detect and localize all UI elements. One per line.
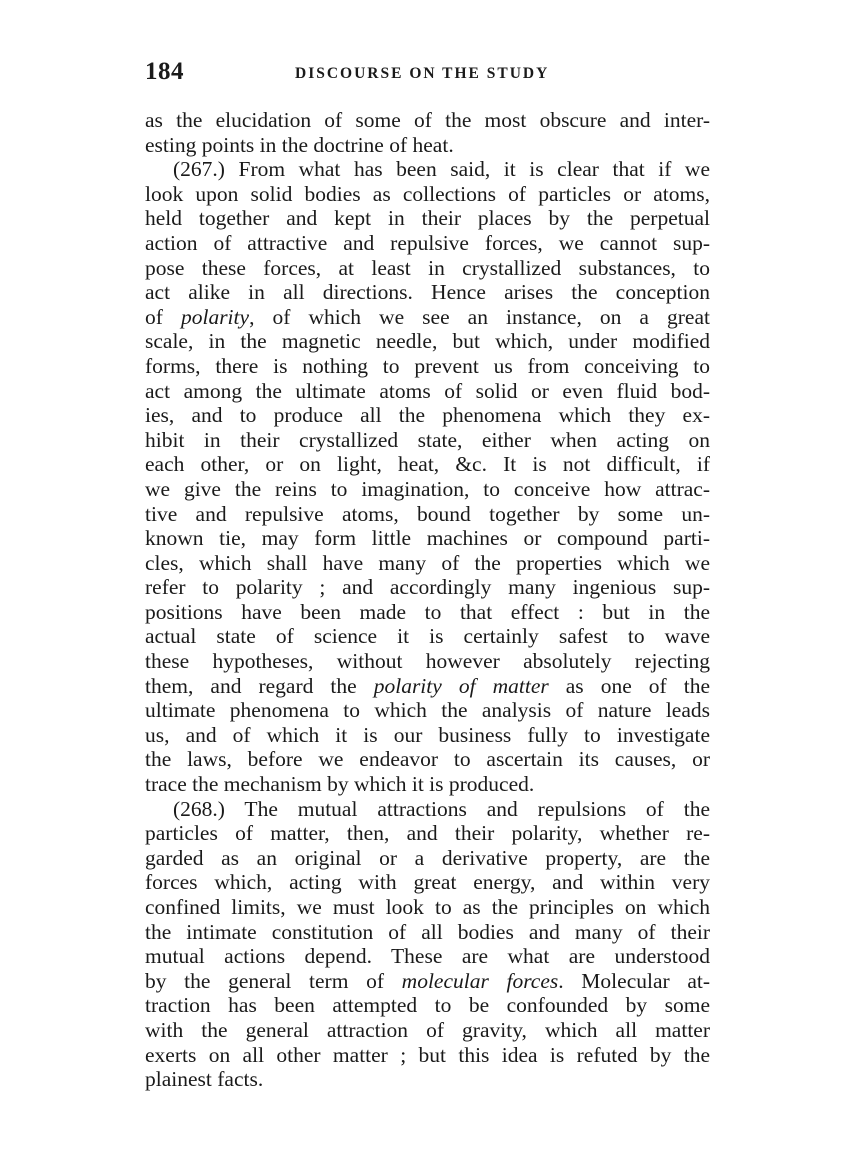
text-line: exerts on all other matter ; but this idea is refuted by the	[145, 1042, 710, 1067]
text-line: action of attractive and repulsive forces, we cannot sup-	[145, 230, 710, 255]
text-line: plainest facts.	[145, 1067, 264, 1092]
text-line: we give the reins to imagination, to conceive how attrac-	[145, 476, 710, 501]
text-line: us, and of which it is our business fully to investigate	[145, 722, 710, 747]
text-line: hibit in their crystallized state, either when acting on	[145, 427, 710, 452]
text-line: ultimate phenomena to which the analysis of nature leads	[145, 698, 710, 723]
text-line: act among the ultimate atoms of solid or even fluid bod-	[145, 378, 710, 403]
text-line: known tie, may form little machines or compound parti-	[145, 526, 710, 551]
text-line: act alike in all directions. Hence arises the conception	[145, 280, 710, 305]
text-line: (268.) The mutual attractions and repulsions of the	[173, 796, 710, 821]
text-line: traction has been attempted to be confounded by some	[145, 993, 710, 1018]
text-line: as the elucidation of some of the most obscure and inter-	[145, 108, 710, 132]
text-line: by the general term of molecular forces. Molecular at-	[145, 968, 710, 993]
text-line: ies, and to produce all the phenomena which they ex-	[145, 403, 710, 428]
text-line: confined limits, we must look to as the principles on which	[145, 895, 710, 919]
text-line: them, and regard the polarity of matter as one of the	[145, 673, 710, 698]
text-line: trace the mechanism by which it is produced.	[145, 772, 535, 797]
text-line: the laws, before we endeavor to ascertain its causes, or	[145, 747, 710, 772]
body-text	[145, 108, 710, 1092]
text-line: each other, or on light, heat, &c. It is not difficult, if	[145, 452, 710, 477]
text-line: refer to polarity ; and accordingly many ingenious sup-	[145, 575, 710, 600]
text-line: particles of matter, then, and their polarity, whether re-	[145, 821, 710, 846]
text-line: forces which, acting with great energy, and within very	[145, 870, 710, 895]
text-line: scale, in the magnetic needle, but which, under modified	[145, 329, 710, 354]
text-line: held together and kept in their places by the perpetual	[145, 206, 710, 231]
text-line: garded as an original or a derivative property, are the	[145, 845, 710, 870]
page-number: 184	[145, 58, 184, 85]
text-line: tive and repulsive atoms, bound together by some un-	[145, 501, 710, 526]
italic-term: molecular forces	[401, 968, 559, 993]
text-line: mutual actions depend. These are what are understood	[145, 944, 710, 969]
text-line: with the general attraction of gravity, which all matter	[145, 1017, 710, 1042]
text-line: pose these forces, at least in crystallized substances, to	[145, 255, 710, 280]
text-line: cles, which shall have many of the properties which we	[145, 550, 710, 575]
text-line: of polarity, of which we see an instance, on a great	[145, 304, 710, 329]
text-line: look upon solid bodies as collections of particles or atoms,	[145, 181, 710, 206]
running-title: DISCOURSE ON THE STUDY	[295, 65, 550, 82]
running-head	[145, 58, 710, 88]
italic-term: polarity	[180, 304, 250, 329]
text-line: forms, there is nothing to prevent us from conceiving to	[145, 353, 710, 378]
text-line: the intimate constitution of all bodies and many of their	[145, 919, 710, 944]
italic-term: polarity of matter	[373, 673, 549, 698]
text-line: actual state of science it is certainly safest to wave	[145, 624, 710, 649]
text-line: these hypotheses, without however absolutely rejecting	[145, 649, 710, 674]
text-line: esting points in the doctrine of heat.	[145, 132, 454, 157]
text-line: (267.) From what has been said, it is clear that if we	[173, 157, 710, 182]
text-line: positions have been made to that effect : but in the	[145, 599, 710, 624]
